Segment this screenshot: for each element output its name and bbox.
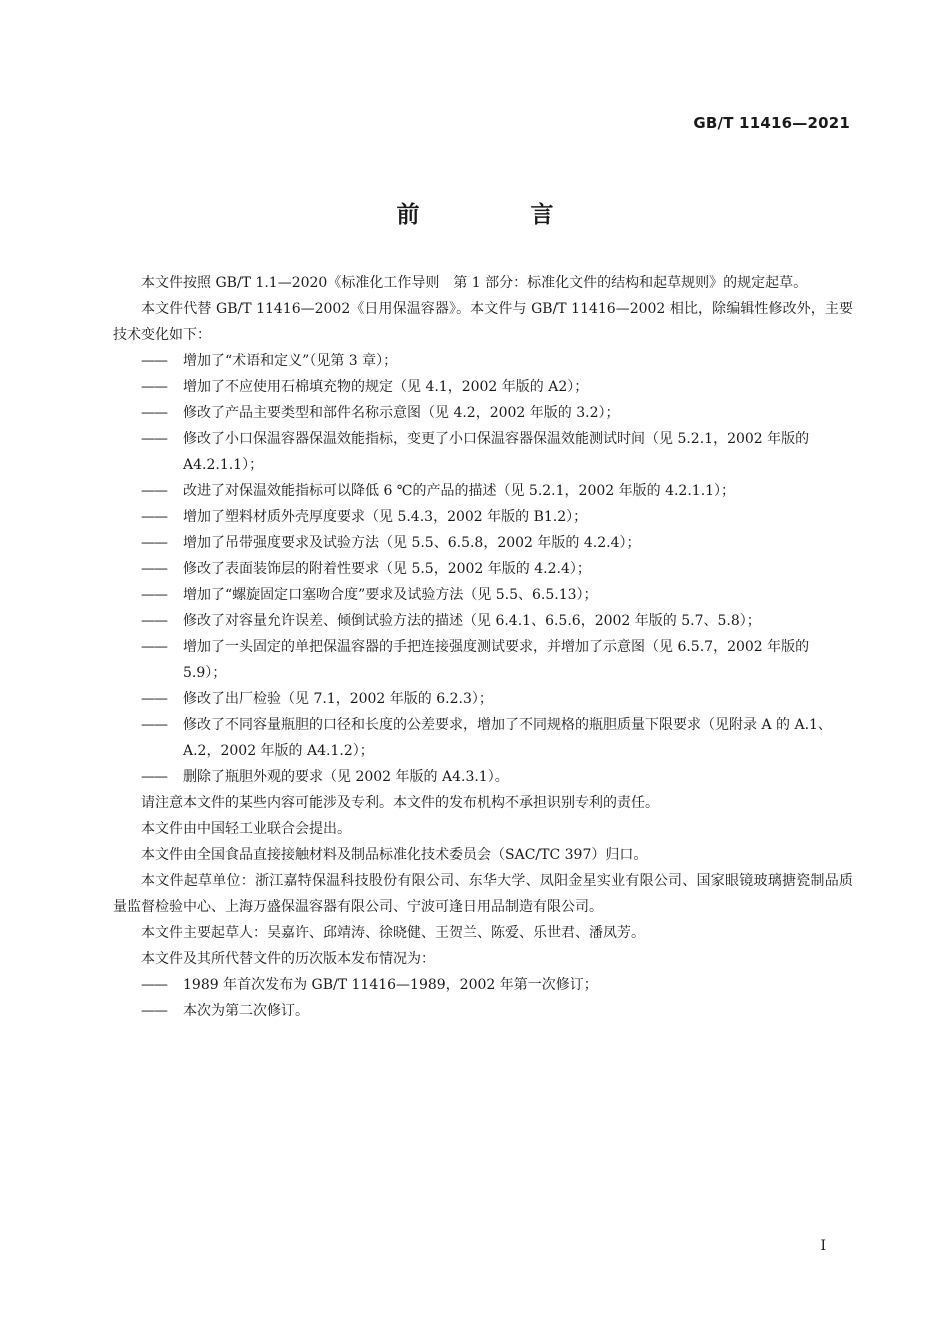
paragraph: 本文件由中国轻工业联合会提出。: [141, 821, 351, 837]
paragraph: 本文件由全国食品直接接触材料及制品标准化技术委员会（SAC/TC 397）归口。: [141, 847, 648, 863]
list-item: [113, 582, 853, 608]
list-dash-marker: ——: [141, 535, 167, 551]
list-item-text: 改进了对保温效能指标可以降低 6 ℃的产品的描述（见 5.2.1，2002 年版的 4.2.1.1）；: [183, 483, 736, 499]
list-item-text: 增加了一头固定的单把保温容器的手把连接强度测试要求，并增加了示意图（见 6.5.7，2002 年版的 5.9）；: [183, 639, 810, 681]
list-dash-marker: ——: [141, 509, 167, 525]
paragraph: 本文件及其所代替文件的历次版本发布情况为：: [141, 951, 435, 967]
paragraph: 本文件代替 GB/T 11416—2002《日用保温容器》。本文件与 GB/T 11416—2002 相比，除编辑性修改外，主要技术变化如下：: [113, 301, 853, 343]
list-item: [113, 478, 853, 504]
list-item: [113, 556, 853, 582]
list-dash-marker: ——: [141, 977, 167, 993]
list-dash-marker: ——: [141, 379, 167, 395]
list-item-text: 删除了瓶胆外观的要求（见 2002 年版的 A4.3.1）。: [183, 769, 509, 785]
page-number: I: [820, 1238, 826, 1254]
list-item: [113, 504, 853, 530]
document-body: [113, 270, 853, 1024]
list-dash-marker: ——: [141, 405, 167, 421]
list-dash-marker: ——: [141, 769, 167, 785]
list-item: [113, 348, 853, 374]
standard-code: GB/T 11416—2021: [693, 114, 850, 132]
list-item: [113, 686, 853, 712]
list-item-text: 1989 年首次发布为 GB/T 11416—1989，2002 年第一次修订；: [183, 977, 598, 993]
list-item: [113, 530, 853, 556]
paragraph: 本文件主要起草人：吴嘉许、邱靖涛、徐晓健、王贺兰、陈爱、乐世君、潘凤芳。: [141, 925, 645, 941]
list-dash-marker: ——: [141, 431, 167, 447]
list-item-text: 修改了小口保温容器保温效能指标，变更了小口保温容器保温效能测试时间（见 5.2.1，2002 年版的 A4.2.1.1）；: [183, 431, 810, 473]
list-item-text: 增加了“螺旋固定口塞吻合度”要求及试验方法（见 5.5、6.5.13）；: [183, 587, 598, 603]
page-title: 前 言: [396, 202, 598, 228]
list-item-text: 修改了产品主要类型和部件名称示意图（见 4.2，2002 年版的 3.2）；: [183, 405, 620, 421]
list-item-text: 增加了吊带强度要求及试验方法（见 5.5、6.5.8，2002 年版的 4.2.4）；: [183, 535, 641, 551]
list-dash-marker: ——: [141, 717, 167, 733]
list-item: [113, 972, 853, 998]
list-item: [113, 712, 853, 764]
paragraph: 本文件按照 GB/T 1.1—2020《标准化工作导则 第 1 部分：标准化文件的结构和起草规则》的规定起草。: [141, 275, 808, 291]
list-item-text: 修改了出厂检验（见 7.1，2002 年版的 6.2.3）；: [183, 691, 493, 707]
list-item-text: 修改了对容量允许误差、倾倒试验方法的描述（见 6.4.1、6.5.6，2002 年版的 5.7、5.8）；: [183, 613, 761, 629]
list-item: [113, 608, 853, 634]
list-item: [113, 426, 853, 478]
list-dash-marker: ——: [141, 483, 167, 499]
list-item: [113, 374, 853, 400]
list-item-text: 修改了不同容量瓶胆的口径和长度的公差要求，增加了不同规格的瓶胆质量下限要求（见附录 A 的 A.1、A.2，2002 年版的 A4.1.2）；: [183, 717, 832, 759]
list-dash-marker: ——: [141, 1003, 167, 1019]
list-item: [113, 764, 853, 790]
list-item-text: 本次为第二次修订。: [183, 1003, 309, 1019]
list-item: [113, 400, 853, 426]
list-item-text: 增加了“术语和定义”（见第 3 章）；: [183, 353, 398, 369]
list-dash-marker: ——: [141, 353, 167, 369]
paragraph: 请注意本文件的某些内容可能涉及专利。本文件的发布机构不承担识别专利的责任。: [141, 795, 659, 811]
list-dash-marker: ——: [141, 587, 167, 603]
list-dash-marker: ——: [141, 639, 167, 655]
list-dash-marker: ——: [141, 691, 167, 707]
list-item-text: 增加了塑料材质外壳厚度要求（见 5.4.3，2002 年版的 B1.2）；: [183, 509, 588, 525]
list-dash-marker: ——: [141, 613, 167, 629]
paragraph: 本文件起草单位：浙江嘉特保温科技股份有限公司、东华大学、凤阳金星实业有限公司、国家眼镜玻璃搪瓷制品质量监督检验中心、上海万盛保温容器有限公司、宁波可逢日用品制造有限公司。: [113, 873, 853, 915]
list-item-text: 增加了不应使用石棉填充物的规定（见 4.1，2002 年版的 A2）；: [183, 379, 589, 395]
list-item: [113, 634, 853, 686]
list-item: [113, 998, 853, 1024]
list-item-text: 修改了表面装饰层的附着性要求（见 5.5，2002 年版的 4.2.4）；: [183, 561, 591, 577]
list-dash-marker: ——: [141, 561, 167, 577]
